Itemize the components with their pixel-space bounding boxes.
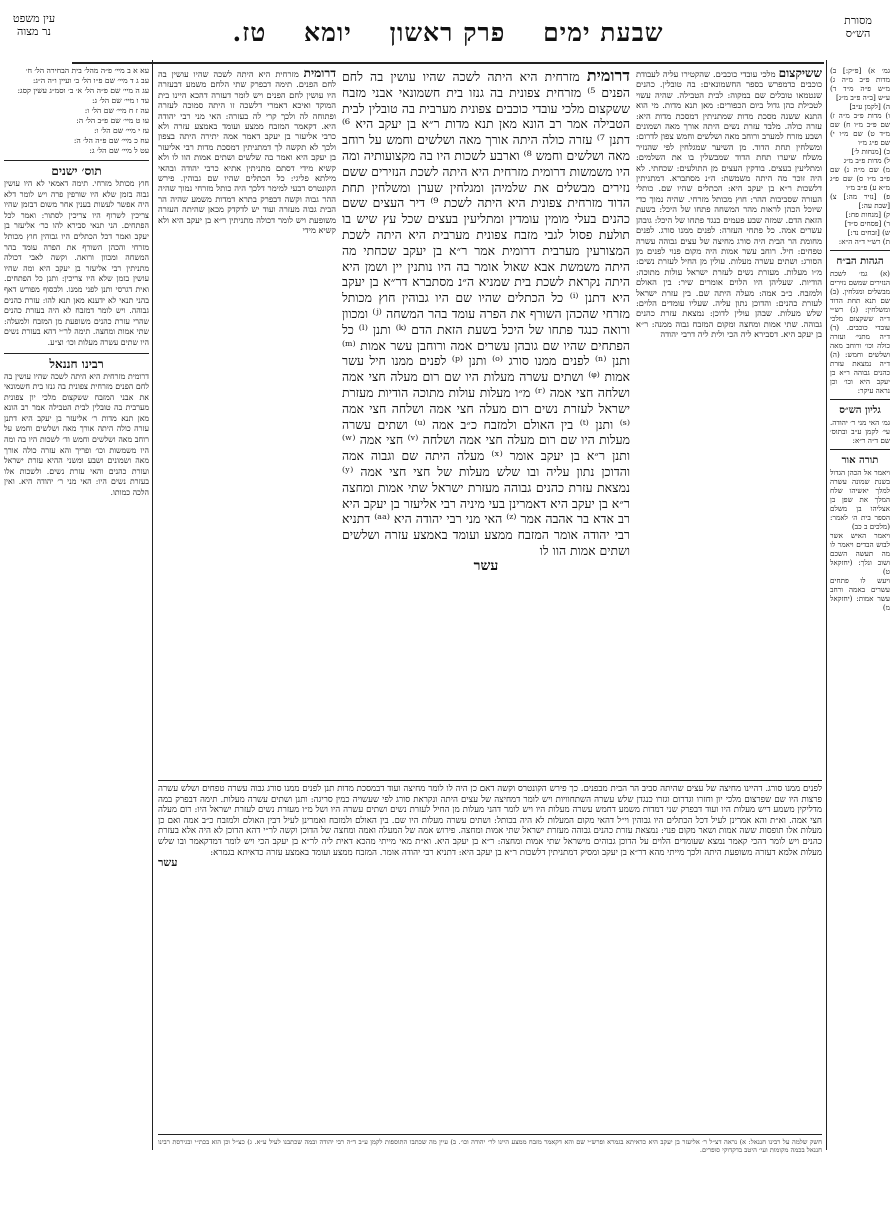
hagahot-habach-title: הגהות הב״ח	[836, 256, 884, 267]
left-margin-rule	[152, 60, 153, 1150]
gemara-text	[342, 68, 630, 559]
tractate-name: יומא	[304, 18, 352, 47]
torah-or-text: ויאמר אל הכהן הגדול בשנת שמונה עשרה למלך יאשיהו שלח המלך את שפן בן אצליהו בן משלם הספר בית ה׳ לאמר: (מלכים ב כב) ויאמר האיש אשר לבוש הבדים ויאמר לו מה תעשה השכם ושוב ונלך: (יחזקאל ט) ויעש לו פתחים עשרים באמה ורחב עשר אמות: (יחזקאל מ)	[830, 468, 890, 612]
masoret-hashas-heading: מסורת הש״ס	[844, 14, 872, 40]
masoret-hashas-refs: גמ׳ א) [פ״ק:] ב) מדות פ״ב מ״ה ג) מ״ש פ״ה מ״ד ד) ע״ש [ב״ה פ״ב מ״ג] ה) [לקמן ע״ב] ו) מדות פ״ב מ״ה ז) שם פ״ב מ״ו ח) שם מ״ד ט) שם מ״ו י) שם פ״ג מ״ו כ) [מנחות ל׳] ל) מדות פ״ב מ״ג מ) שם מ״ה נ) שם פ״ב מ״ו ס) שם פ״ג מ״א ע) פ״ב מ״ו פ) [נזיר מה:] צ) [שבת עה:] ק) [מנחות פח:] ר) [פסחים ס״ד] ש) [זבחים נד:] ת) רש״י ד״ה ה״א:	[830, 66, 890, 246]
divider	[830, 399, 890, 400]
gemara-column	[342, 68, 630, 774]
gilyon-hashas-title: גליון הש״ס	[839, 405, 881, 416]
bottom-catchword: עשר	[158, 856, 178, 870]
left-margin-column	[4, 66, 149, 1146]
bottom-commentary-text: לפנים ממנו סורג. דהיינו מחיצה של עצים שהיתה סביב הר הבית מבפנים. כך פירש הקונטרס וקשה דאם כן היה לו לומר מחיצה ועוד דבמסכת מדות תנן לפנים ממנו סורג גבוה עשרה טפחים ושלש עשרה פרצות היו שם שפרצום מלכי יון וחזרו וגדרום וגזרו כנגדן שלש עשרה השתחוויות ויש לומר דמחיצה של עצים היתה ונקראת סורג לפי שעשויה כמין סריגה: ותנן ושתים עשרה מעלות. תימה דבפרק במה מדליקין משמע דיש מעלות היו ועוד דבפרק שני דמדות משמע דחמש עשרה מעלות היו ויש לומר דהני מעלות מן החיל לעזרת נשים ושתים עשרה היו ושל מ״ו מעזרת נשים לעזרת ישראל היו: רום מעלה חצי אמה. וא״ת והא אמרינן לעיל דכל הכתלים היו גבוהין וי״ל דהאי מקום המעלות לא היה בכותל: ושתים עשרה מעלות היו שם. בין האולם ולמזבח ואמרינן לעיל דבין האולם ולמזבח כ״ב אמה ואם כן מעלות אלו תופסות ששה אמות ושאר מקום פנוי: נמצאת עזרת כהנים גבוהה מעזרת ישראל שתי אמות ומחצה. פירוש אמה של המעלה ואמה ומחצה של הדוכן וקשה לר״י דהא הדוכן לא היה אלא בעזרת כהנים ויש לומר דהכי קאמר נמצא שעומדים הלוים על הדוכן גבוהים מישראל שתי אמות ומחצה: ר״א בן יעקב היא. וא״ת מאי מייתי מהכא דאית ליה לר״א בן יעקב הכי ויש לומר דמדקאמר ובו שלש מעלות אלמא דעזרה משופעת היתה ולכך מייתי מהא דר״א בן יעקב ומסיק דמתניתין דלשכות ר״א בן יעקב היא: דתניא רבי יהודה אומר. המזבח ממצע ועומד באמצע עזרה כדאיתא בגמרא:	[158, 784, 822, 858]
page-number: טז.	[232, 18, 267, 47]
hagahot-habach-text: (א) גמ׳ לשכת הנזירים שמשם נזירים מבשלים ומגלחין. (ב) שם תנא תחת הדוד ומשלחין: (ג) רש״י ד״ה ששקצום מלכי עובדי כוכבים. (ד) ד״ה מתני׳ ועזרה כולה וכו׳ ורוחב מאה ושלשים וחמש: (ה) ד״ה נמצאת עזרת כהנים גבוהה ר״א בן יעקב היא וכו׳ וכן נראה עיקר:	[830, 269, 890, 395]
rashi-body: מלכי עובדי כוכבים. שהקטירו עליה לעבודת כוכבים כדמפרש בספר החשמונאים: בה טובלין. כהנים שנטמאו טובלים שם במקוה: לבית הטבילה. שהיה עשוי לטבילת כהן גדול ביום הכפורים: מאן תנא מדות. מי הוא התנא ששנה מסכת מדות שמתניתין דמסכת מדות היא: עזרה כולה. מלבד עזרת נשים היתה אורך מאה ושמונים ושבע מזרח למערב ורוחב מאה ושלשים וחמש צפון לדרום: ומשלחין תחת הדוד. מן השיער שמגלחין לפי שהנזיר משלח שיערו תחת הדוד שמבשלין בו את השלמים: ומתליעין בעצים. בודקין העצים מן התולעים: שכחתי. לא היה זוכר מה היתה משמשת: ה״נ מסתברא. דמתניתין דלשכות ר״א בן יעקב היא: הכתלים שהיו שם. כותלי העזרה שסביבות ההר: חוץ מכותל מזרחי. שהיה נמוך כדי שיוכל הכהן לראות מהר המשחה פתחו של היכל: בשעת הזאת הדם. שמזה שבע פעמים כנגד פתחו של היכל: גובהן עשרים אמה. כל פתחי העזרה: לפנים ממנו סורג. לפנים מחומת הר הבית היה סורג מחיצה של עצים גבוהה עשרה טפחים: חיל. רוחב עשר אמות היה מקום פנוי לפנים מן הסורג: ושתים עשרה מעלות. עולין מן החיל לעזרת נשים: מ״ו מעלות. מעזרת נשים לעזרת ישראל עולות מתוכה: הודיות. שעליהן היו הלוים אומרים שיר: בין האולם ולמזבח. כ״ב אמה: מעלה היתה שם. בין עזרת ישראל לעזרת כהנים: והדוכן נתון עליה. שעליו עומדים הלוים: שלש מעלות. שבהן עולין לדוכן: נמצאת עזרת כהנים גבוהה. שתי אמות ומחצה ומקום המזבח גבוה ממנה: ר״א בן יעקב היא. דסבירא ליה הכי ולית ליה דרבי יהודה	[636, 69, 822, 340]
running-title	[70, 18, 826, 48]
gemara-bottom-rule	[158, 780, 822, 781]
chapter-name: שבעת ימים	[543, 18, 664, 47]
header-rule	[72, 62, 824, 64]
tosafot-text	[158, 68, 336, 236]
gilyon-hashas-text: גמ׳ האי מני ר׳ יהודה. עי׳ לקמן ע״ב ובתוס׳ שם ד״ה ר״א:	[830, 418, 890, 445]
footnote-rule	[158, 1134, 822, 1135]
tosafot-column	[158, 68, 336, 776]
tosafot-lead-word: דרומית	[303, 68, 336, 80]
bottom-commentary	[158, 784, 822, 1130]
divider	[830, 250, 890, 251]
divider	[830, 449, 890, 450]
rashi-text	[636, 68, 822, 340]
rashi-column	[636, 68, 822, 776]
gemara-catchword: עשר	[473, 557, 499, 574]
tosafot-yeshanim-text: חוץ מכותל מזרחי. תימה דאמאי לא היו עושין גבוה בזמן שלא היו שורפין פרה ויש לומר דלא היה אפשר לעשות בענין אחר משום דבזמן שהיו צריכין לשרוף היו צריכין לסתור: ואמר לכל הפתחים. הני תנאי סבירא להו כר׳ אליעזר בן יעקב ואמר דכל הכתלים היו גבוהין חוץ מכותל מזרחי והכהן השורף את הפרה עומד בהר המשחה ומכוון ורואה. וקשה לאבי דכולה מתניתין רבי אליעזר בן יעקב היא ומה שהיו עושין בזמן שלא היו צריכין: ותנן כל הפתחים. ואית דגרסי ותנן לפני ממנו. ולבסוף מפורש דאף בהני תנאי לא ידענא מאן תנא להו: עזרת כהנים גבוהה. ויש לומר דמזבח לא היה בעזרת כהנים שהרי עזרת כהנים משופעת מן המזבח ולמעלה: שתי אמות ומחצה. תימה לר״י דהא בעזרת נשים היו שתים עשרה מעלות וכו׳ וצ״ע.	[4, 179, 149, 347]
page-header	[12, 8, 872, 62]
tosafot-yeshanim-title: תוס׳ ישנים	[51, 164, 102, 178]
rabbeinu-chananel-title: רבינו חננאל	[49, 356, 104, 371]
divider	[4, 160, 149, 161]
footnotes	[158, 1138, 822, 1200]
ein-mishpat-heading: עין משפט נר מצוה	[12, 12, 56, 38]
torah-or-title: תורה אור	[841, 455, 879, 466]
right-margin-column	[830, 66, 890, 666]
right-margin-rule	[826, 60, 827, 1150]
chapter-label: פרק ראשון	[389, 18, 506, 47]
rabbeinu-chananel-text: דרומית מזרחית היא היתה לשכה שהיו עושין בה לחם הפנים מזרחית צפונית בה גנזו בית חשמונאי את אבני המזבח ששקצום מלכי יון צפונית מערבית בה טובלין לבית הטבילה אמר רב הונא מאן תנא מדות ר׳ אליעזר בן יעקב היא דתנן עזרה כולה היתה אורך מאה ושלשים וחמש על רוחב מאה ושלשים וחמש וד׳ לשכות היו בה ומה היו משמשות וכו׳ ופריך והא עזרה כולה אורך מאה ושמונים ושבע ומשני ההיא עזרת ישראל ועזרת כהנים והאי עזרת נשים. ולשכות אלו בעזרת נשים היו: האי מני ר׳ יהודה היא. ואין הלכה כמותו.	[4, 371, 149, 498]
rashi-lead-word: ששיקצום	[778, 68, 822, 80]
ein-mishpat-refs: עא א ב מיי׳ פ״ה מהל׳ בית הבחירה הל׳ ח׳ עב ג ד מיי׳ שם פ״ו הל׳ ב׳ ועיין ו״ה ה״ג: עג ה מיי׳ שם פ״ה הל׳ א׳ ב׳ וסמ״ג עשין קסג: עד ו מיי׳ שם הל׳ ג: עה ז ח מיי׳ שם הל׳ ו: עו ט מיי׳ שם פ״ב הל׳ ה: עז י מיי׳ שם הל׳ ו: עח כ מיי׳ שם פ״ה הל׳ ה: עט ל מיי׳ שם הל׳ ג:	[17, 66, 149, 155]
footnotes-text: חשק שלמה על רבינו חננאל: א) נראה דצ״ל ר׳ אליעזר בן יעקב היא כדאיתא בגמרא ופרש״י שם והא דקאמר מזבח ממצע היינו לר׳ יהודה וכו׳. ב) עיין מה שכתבו התוספות לקמן ע״ב ד״ה רבי יהודה ובמה שכתבנו לעיל ע״א. ג) כצ״ל וכן הוא בכת״י ובגירסת רבינו חננאל בכמה מקומות ועי׳ היטב בדקדוקי סופרים.	[158, 1138, 822, 1155]
tosafot-body: מזרחית היא היתה לשכה שהיו עושין בה לחם הפנים. תימה דבפרק שתי הלחם משמע דבעזרה היו עושין לחם הפנים ויש לומר דעזרה דהכא היינו בית המוקד ואיכא דאמרי דלשכה זו היתה סמוכה לעזרה ופתוחה לה ולכך קרי לה בעזרה: האי מני רבי יהודה היא. דקאמר המזבח ממצע ועומד באמצע עזרה ולא כרבי אליעזר בן יעקב דאמר אמה יתירה היתה בצפון ולכך לא תקשה לך דמתניתין דמסכת מדות רבי אליעזר בן יעקב היא ואמר בה שלשים ושתים אמות הוו לו ולא קשיא מידי דסתם מתניתין אתיא כרבי יהודה ובהאי מילתא פליגי: כל הכתלים שהיו שם גבוהין. פירש הקונטרס דבעי למימר דלכך היה כותל מזרחי נמוך שהיה ההר גבוה וקשה דבפרק בתרא דמדות משמע שהיה הר הבית גבוה מעזרה ועוד יש לדקדק מכאן שהיתה העזרה משופעת ויש לומר דכולה מתניתין ר״א בן יעקב היא ולא קשיא מידי	[158, 69, 336, 236]
gemara-lead-word: דרומית	[586, 68, 630, 85]
gemara-body: מזרחית היא היתה לשכה שהיו עושין בה לחם הפנים ⁵⁾ מזרחית צפונית בה גנזו בית חשמונאי אבני מזבח ששקצום מלכי עובדי כוכבים צפונית מערבית בה טובלין לבית הטבילה אמר רב הונא מאן תנא מדות ר״א בן יעקב היא ⁶⁾ דתנן ⁷⁾ עזרה כולה היתה אורך מאה ושלשים וחמש על רוחב מאה ושלשים וחמש ⁸⁾ וארבע לשכות היו בה מקצועותיה ומה היו משמשות דרומית מזרחית היא היתה לשכת הנזירים ששם נזירים מבשלים את שלמיהן ומגלחין שערן ומשלחין תחת הדוד מזרחית צפונית היא היתה לשכת ⁹⁾ דיר העצים ששם כהנים בעלי מומין עומדין ומתליעין בעצים שכל עץ שיש בו תולעת פסול לגבי מזבח צפונית מערבית היא היתה לשכת המצורעין מערבית דרומית אמר ר״א בן יעקב שכחתי מה היתה משמשת אבא שאול אומר בה היו נותנין יין ושמן היא היתה נקראת לשכת בית שמניא ה״נ מסתברא דר״א בן יעקב היא דתנן ⁽ⁱ⁾ כל הכתלים שהיו שם היו גבוהין חוץ מכותל מזרחי שהכהן השורף את הפרה עומד בהר המשחה ⁽ʲ⁾ ומכוון ורואה כנגד פתחו של היכל בשעת הזאת הדם ⁽ᵏ⁾ ותנן ⁽ˡ⁾ כל הפתחים שהיו שם גובהן עשרים אמה ורוחבן עשר אמות ⁽ᵐ⁾ ותנן ⁽ⁿ⁾ לפנים ממנו סורג ⁽ᵒ⁾ ותנן ⁽ᵖ⁾ לפנים ממנו חיל עשר אמות ⁽ᵠ⁾ ושתים עשרה מעלות היו שם רום מעלה חצי אמה ושלחה חצי אמה ⁽ʳ⁾ מ״ו מעלות עולות מתוכה הודיות מעזרת ישראל לעזרת נשים רום מעלה חצי אמה ושלחה חצי אמה ⁽ˢ⁾ ותנן ⁽ᵗ⁾ בין האולם ולמזבח כ״ב אמה ⁽ᵘ⁾ ושתים עשרה מעלות היו שם רום מעלה חצי אמה ושלחה ⁽ᵛ⁾ חצי אמה ⁽ʷ⁾ ותנן ר״א בן יעקב אומר ⁽ˣ⁾ מעלה היתה שם וגבוה אמה והדוכן נתון עליה ובו שלש מעלות של חצי חצי אמה ⁽ʸ⁾ נמצאת עזרת כהנים גבוהה מעזרת ישראל שתי אמות ומחצה ר״א בן יעקב היא דאמרינן בעי מיניה רבי אליעזר בן יעקב היא רב אדא בר אהבה אמר ⁽ᶻ⁾ האי מני רבי יהודה היא ⁽ᵃᵃ⁾ דתניא רבי יהודה אומר המזבח ממצע ועומד באמצע עזרה ושלשים ושתים אמות הוו לו	[342, 69, 630, 558]
divider	[4, 353, 149, 354]
